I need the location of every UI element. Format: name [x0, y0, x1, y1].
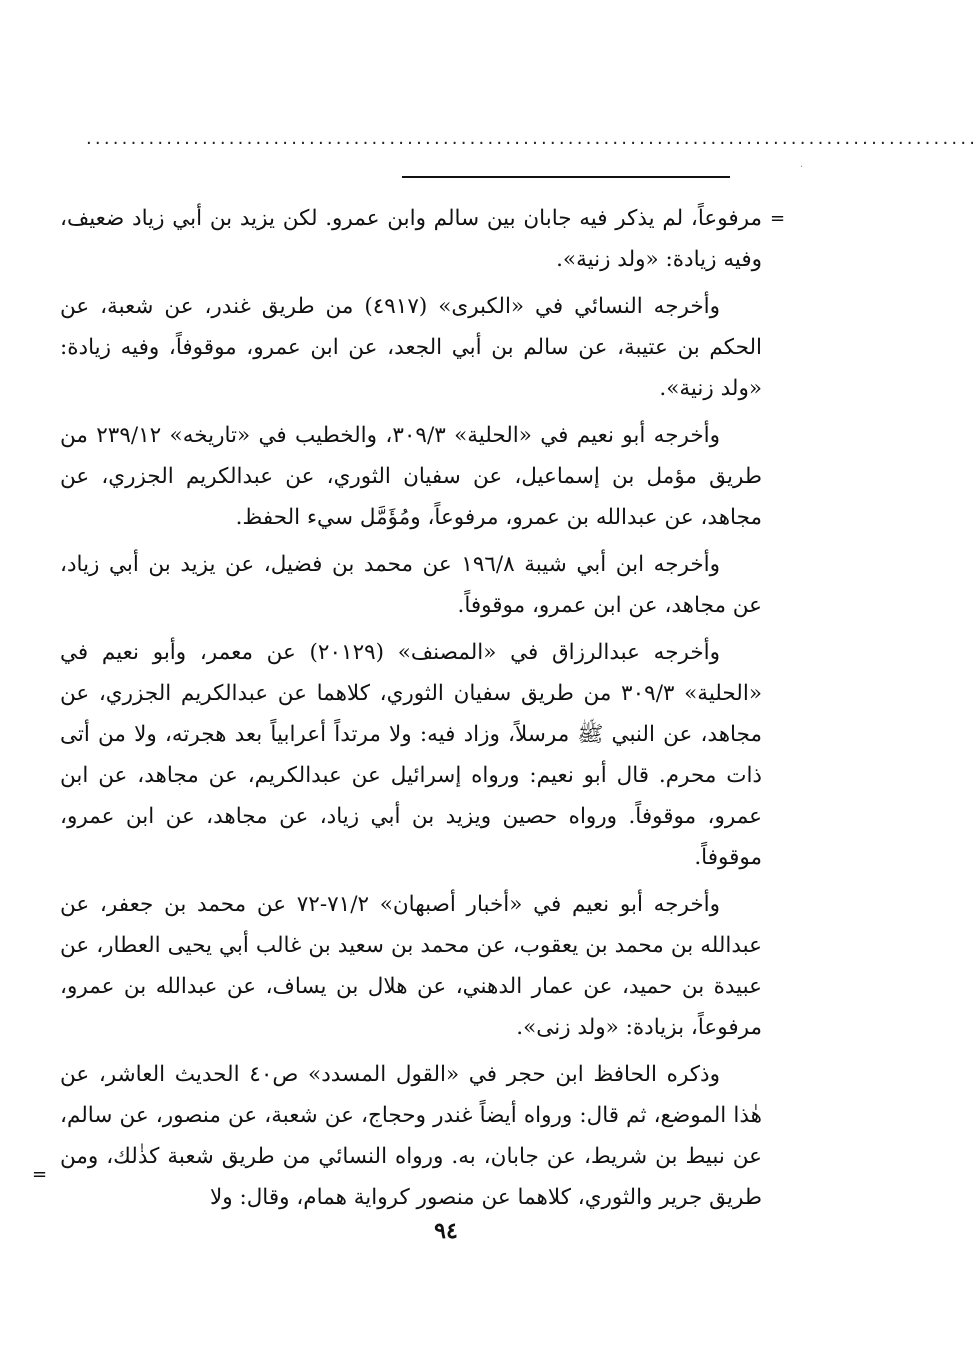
paragraph-1: مرفوعاً، لم يذكر فيه جابان بين سالم وابن عمرو. لكن يزيد بن أبي زياد ضعيف، وفيه زيادة: «ولد زنية». — [60, 206, 762, 272]
margin-speck: · — [800, 162, 804, 173]
footnote-rule — [402, 176, 730, 178]
separator-dots: .................................................................................................... — [86, 128, 978, 149]
paragraph-6: وأخرجه أبو نعيم في «أخبار أصبهان» ٧١/٢-٧٢ عن محمد بن جعفر، عن عبدالله بن محمد بن يعقوب، عن محمد بن سعيد بن غالب أبي يحيى العطار، عن عبيدة بن حميد، عن عمار الدهني، عن هلال بن يساف، عن عبدالله بن عمرو، مرفوعاً، بزيادة: «ولد زنى». — [60, 892, 762, 1040]
paragraph-7: وذكره الحافظ ابن حجر في «القول المسدد» ص٤٠ الحديث العاشر، عن هٰذا الموضع، ثم قال: ورواه أيضاً غندر وحجاج، عن شعبة، عن منصور، عن سالم، عن نبيط بن شريط، عن جابان، به. ورواه النسائي من طريق شعبة كذٰلك، ومن طريق جرير والثوري، كلاهما عن منصور كرواية همام، وقال: ولا — [60, 1062, 762, 1210]
continuation-mark-bottom: = — [32, 1164, 48, 1185]
page-number: ٩٤ — [434, 1218, 458, 1244]
paragraph-2: وأخرجه النسائي في «الكبرى» (٤٩١٧) من طريق غندر، عن شعبة، عن الحكم بن عتيبة، عن سالم بن أبي الجعد، عن ابن عمرو، موقوفاً، وفيه زيادة: «ولد زنية». — [60, 294, 762, 401]
paragraph-3: وأخرجه أبو نعيم في «الحلية» ٣٠٩/٣، والخطيب في «تاريخه» ٢٣٩/١٢ من طريق مؤمل بن إسماعيل، عن سفيان الثوري، عن عبدالكريم الجزري، عن مجاهد، عن عبدالله بن عمرو، مرفوعاً، ومُؤَمَّل سيء الحفظ. — [60, 423, 762, 530]
paragraph-4: وأخرجه ابن أبي شيبة ١٩٦/٨ عن محمد بن فضيل، عن يزيد بن أبي زياد، عن مجاهد، عن ابن عمرو، موقوفاً. — [60, 552, 762, 618]
footnote-text — [60, 198, 762, 1224]
paragraph-5: وأخرجه عبدالرزاق في «المصنف» (٢٠١٢٩) عن معمر، وأبو نعيم في «الحلية» ٣٠٩/٣ من طريق سفيان الثوري، كلاهما عن عبدالكريم الجزري، عن مجاهد، عن النبي ﷺ مرسلاً، وزاد فيه: ولا مرتداً أعرابياً بعد هجرته، ولا من أتى ذات محرم. قال أبو نعيم: ورواه إسرائيل عن عبدالكريم، عن مجاهد، عن ابن عمرو، موقوفاً. ورواه حصين ويزيد بن أبي زياد، عن مجاهد، عن ابن عمرو، موقوفاً. — [60, 640, 762, 870]
continuation-mark-top: = — [770, 208, 786, 229]
